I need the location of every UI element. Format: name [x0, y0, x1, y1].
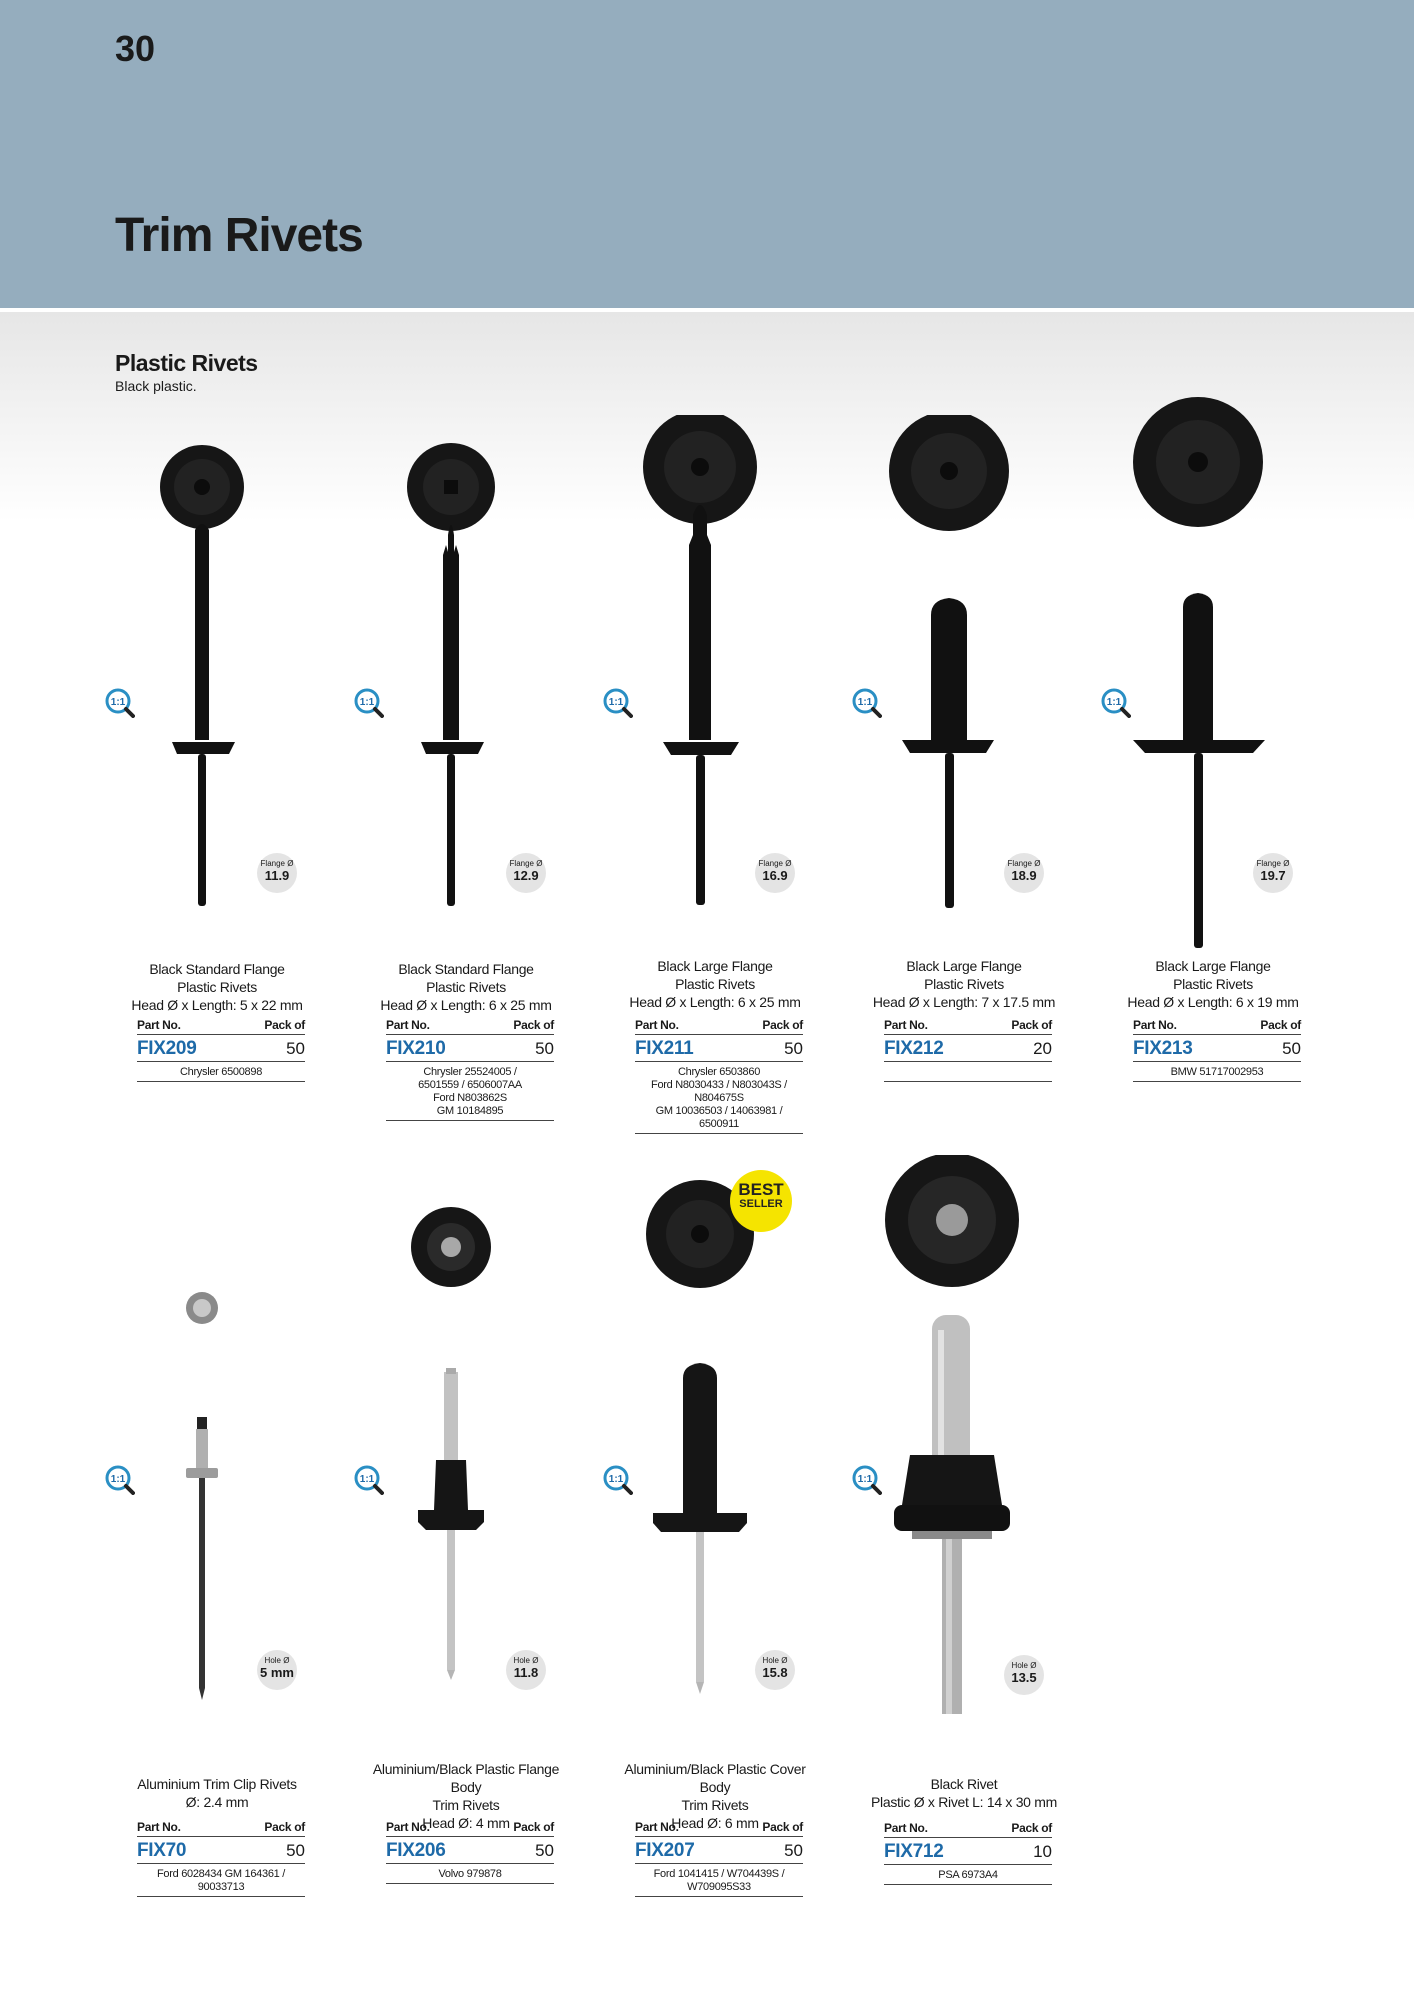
part-table [635, 1820, 803, 1897]
oem-line: W709095S33 [687, 1881, 751, 1893]
pack-quantity: 50 [286, 1841, 305, 1860]
dimension-label: Hole Ø [513, 1656, 539, 1665]
product-name-line: Plastic Rivets [675, 976, 755, 992]
part-number: FIX213 [1133, 1038, 1193, 1059]
section-title: Plastic Rivets [115, 350, 258, 376]
pack-header: Pack of [762, 1820, 803, 1834]
pack-quantity: 50 [784, 1039, 803, 1058]
dimension-badge [257, 1650, 297, 1690]
product-name [864, 1775, 1064, 1811]
product-name-line: Aluminium Trim Clip Rivets [137, 1776, 297, 1792]
page-title: Trim Rivets [115, 209, 363, 262]
product-name-line: Plastic Rivets [177, 979, 257, 995]
dimension-value: 12.9 [513, 868, 539, 883]
product-name-line: Black Large Flange [1155, 958, 1271, 974]
part-number: FIX210 [386, 1038, 446, 1059]
oem-line: Chrysler 25524005 / [423, 1066, 517, 1078]
part-header: Part No. [137, 1018, 181, 1032]
scale-label: 1:1 [359, 1474, 375, 1485]
part-number: FIX209 [137, 1038, 197, 1059]
pack-header: Pack of [264, 1820, 305, 1834]
dimension-label: Flange Ø [260, 859, 294, 868]
best-seller-line: BEST [738, 1180, 784, 1199]
page-number: 30 [115, 28, 156, 69]
scale-label: 1:1 [110, 697, 126, 708]
product-name-line: Trim Rivets [681, 1797, 749, 1813]
pack-quantity: 10 [1033, 1842, 1052, 1861]
oem-line: Volvo 979878 [438, 1868, 502, 1880]
oem-references [884, 1062, 1052, 1082]
product-name-line: Plastic Rivets [426, 979, 506, 995]
part-table [1133, 1018, 1301, 1082]
oem-line: Chrysler 6503860 [677, 1066, 761, 1078]
section-subtitle: Black plastic. [115, 378, 197, 394]
dimension-value: 19.7 [1260, 868, 1286, 883]
oem-line: 90033713 [197, 1881, 245, 1893]
oem-references [884, 1865, 1052, 1885]
pack-quantity: 50 [1282, 1039, 1301, 1058]
product-name-line: Plastic Rivets [1173, 976, 1253, 992]
product-spec: Head Ø: 4 mm [422, 1815, 510, 1831]
dimension-badge [1253, 853, 1293, 893]
pack-quantity: 50 [535, 1039, 554, 1058]
part-table [884, 1018, 1052, 1082]
dimension-badge [1004, 853, 1044, 893]
dimension-value: 11.8 [513, 1665, 539, 1680]
oem-references [137, 1062, 305, 1082]
oem-line: Ford 1041415 / W704439S / [653, 1868, 785, 1880]
pack-header: Pack of [762, 1018, 803, 1032]
dimension-value: 18.9 [1011, 868, 1037, 883]
dimension-badge [1004, 1655, 1044, 1695]
oem-references [635, 1062, 803, 1134]
oem-references [1133, 1062, 1301, 1082]
dimension-value: 16.9 [762, 868, 788, 883]
dimension-value: 11.9 [264, 868, 290, 883]
scale-label: 1:1 [857, 697, 873, 708]
pack-header: Pack of [513, 1820, 554, 1834]
magnifier-icon [354, 1465, 384, 1495]
product-spec: Head Ø x Length: 7 x 17.5 mm [872, 994, 1056, 1010]
oem-line: PSA 6973A4 [938, 1869, 998, 1881]
pack-quantity: 50 [535, 1841, 554, 1860]
dimension-badge [755, 853, 795, 893]
pack-quantity: 20 [1033, 1039, 1052, 1058]
part-table [386, 1820, 554, 1884]
scale-label: 1:1 [110, 1474, 126, 1485]
dimension-label: Flange Ø [758, 859, 792, 868]
product-spec: Plastic Ø x Rivet L: 14 x 30 mm [871, 1794, 1057, 1810]
product-name-line: Black Large Flange [906, 958, 1022, 974]
pack-header: Pack of [1260, 1018, 1301, 1032]
product-name [366, 960, 566, 1014]
dimension-label: Flange Ø [509, 859, 543, 868]
oem-references [386, 1864, 554, 1884]
part-table [635, 1018, 803, 1134]
part-header: Part No. [386, 1018, 430, 1032]
part-header: Part No. [386, 1820, 430, 1834]
part-header: Part No. [137, 1820, 181, 1834]
product-name [864, 957, 1064, 1011]
product-name-line: Plastic Rivets [924, 976, 1004, 992]
part-number: FIX70 [137, 1840, 187, 1861]
part-header: Part No. [884, 1821, 928, 1835]
magnifier-icon [852, 688, 882, 718]
product-name [1113, 957, 1313, 1011]
magnifier-icon [852, 1465, 882, 1495]
dimension-value: 15.8 [762, 1665, 788, 1680]
magnifier-icon [1101, 688, 1131, 718]
part-table [884, 1821, 1052, 1885]
magnifier-icon [603, 688, 633, 718]
part-header: Part No. [884, 1018, 928, 1032]
oem-line: BMW 51717002953 [1170, 1066, 1264, 1078]
part-header: Part No. [635, 1820, 679, 1834]
oem-references [386, 1062, 554, 1121]
product-spec: Head Ø x Length: 5 x 22 mm [131, 997, 303, 1013]
product-name-line: Trim Rivets [432, 1797, 500, 1813]
product-name [117, 960, 317, 1014]
scale-label: 1:1 [857, 1474, 873, 1485]
product-spec: Head Ø x Length: 6 x 19 mm [1127, 994, 1299, 1010]
oem-line: GM 10036503 / 14063981 / 6500911 [655, 1105, 783, 1130]
best-seller-line: SELLER [739, 1198, 783, 1210]
oem-line: GM 10184895 [436, 1105, 504, 1117]
part-number: FIX212 [884, 1038, 944, 1059]
product-name-line: Aluminium/Black Plastic Cover Body [624, 1761, 806, 1795]
part-number: FIX211 [635, 1038, 694, 1059]
part-number: FIX206 [386, 1840, 446, 1861]
oem-line: 6501559 / 6506007AA [418, 1079, 522, 1091]
dimension-label: Hole Ø [762, 1656, 788, 1665]
product-name-line: Black Large Flange [657, 958, 773, 974]
scale-label: 1:1 [608, 697, 624, 708]
magnifier-icon [354, 688, 384, 718]
magnifier-icon [603, 1465, 633, 1495]
dimension-label: Hole Ø [264, 1656, 290, 1665]
part-number: FIX207 [635, 1840, 695, 1861]
dimension-value: 5 mm [260, 1665, 294, 1680]
pack-header: Pack of [513, 1018, 554, 1032]
product-name [117, 1775, 317, 1811]
dimension-badge [506, 853, 546, 893]
magnifier-icon [105, 688, 135, 718]
scale-label: 1:1 [608, 1474, 624, 1485]
dimension-label: Hole Ø [1011, 1661, 1037, 1670]
product-spec: Ø: 2.4 mm [185, 1794, 249, 1810]
dimension-badge [506, 1650, 546, 1690]
oem-line: Chrysler 6500898 [179, 1066, 263, 1078]
part-header: Part No. [1133, 1018, 1177, 1032]
pack-quantity: 50 [784, 1841, 803, 1860]
magnifier-icon [105, 1465, 135, 1495]
product-name [615, 957, 815, 1011]
dimension-label: Flange Ø [1007, 859, 1041, 868]
product-spec: Head Ø x Length: 6 x 25 mm [629, 994, 801, 1010]
part-table [137, 1018, 305, 1082]
product-name-line: Black Standard Flange [398, 961, 534, 977]
pack-header: Pack of [1011, 1018, 1052, 1032]
best-seller-badge [730, 1170, 792, 1232]
dimension-label: Flange Ø [1256, 859, 1290, 868]
dimension-badge [257, 853, 297, 893]
part-table [137, 1820, 305, 1897]
part-number: FIX712 [884, 1841, 944, 1862]
product-spec: Head Ø: 6 mm [671, 1815, 759, 1831]
oem-line: Ford N8030433 / N803043S / [651, 1079, 787, 1091]
oem-line: N804675S [694, 1092, 744, 1104]
pack-header: Pack of [1011, 1821, 1052, 1835]
pack-quantity: 50 [286, 1039, 305, 1058]
part-table [386, 1018, 554, 1121]
dimension-value: 13.5 [1011, 1670, 1037, 1685]
oem-references [137, 1864, 305, 1897]
pack-header: Pack of [264, 1018, 305, 1032]
dimension-badge [755, 1650, 795, 1690]
product-name-line: Black Rivet [930, 1776, 998, 1792]
part-header: Part No. [635, 1018, 679, 1032]
scale-label: 1:1 [1106, 697, 1122, 708]
product-name-line: Black Standard Flange [149, 961, 285, 977]
scale-label: 1:1 [359, 697, 375, 708]
product-name-line: Aluminium/Black Plastic Flange Body [372, 1761, 560, 1795]
product-spec: Head Ø x Length: 6 x 25 mm [380, 997, 552, 1013]
oem-line: Ford 6028434 GM 164361 / [157, 1868, 285, 1880]
oem-line: Ford N803862S [433, 1092, 507, 1104]
oem-references [635, 1864, 803, 1897]
